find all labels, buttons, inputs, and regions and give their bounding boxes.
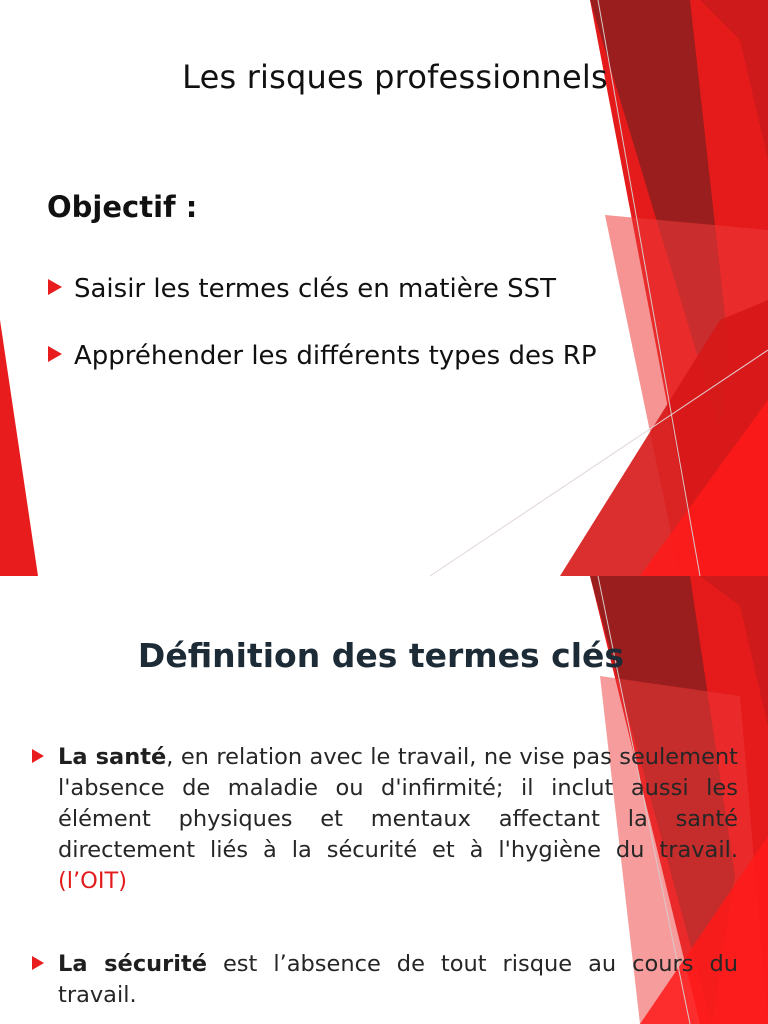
term-safety: La sécurité [58, 951, 207, 977]
objective-bullet-2-text: Appréhender les différents types des RP [74, 341, 597, 371]
objective-bullet-1-text: Saisir les termes clés en matière SST [74, 274, 556, 304]
definition-health-source: (l’OIT) [58, 868, 128, 894]
definition-health-text: , en relation avec le travail, ne vise pas seulement l'absence de maladie ou d'infirmité; il inclut aussi les élément physiques et mentaux affectant la santé directement liés à la sécurité et à l'hygiène du travail. [58, 744, 738, 863]
objective-bullet-2 [48, 341, 597, 371]
definition-item-safety [32, 949, 738, 1011]
slide-1-title: Les risques professionnels [182, 58, 608, 96]
left-red-shape [0, 320, 38, 576]
term-health: La santé [58, 744, 167, 770]
triangle-bullet-icon [32, 749, 44, 763]
slide-2-title: Définition des termes clés [137, 636, 625, 675]
definition-safety-text: est l’absence de tout risque au cours du travail. [58, 951, 738, 1008]
triangle-bullet-icon [32, 956, 44, 970]
triangle-bullet-icon [48, 279, 62, 295]
objective-label: Objectif : [47, 190, 198, 224]
slide-2 [0, 576, 768, 1024]
definition-item-health [32, 742, 738, 897]
objective-bullet-1 [48, 274, 556, 304]
triangle-bullet-icon [48, 346, 62, 362]
